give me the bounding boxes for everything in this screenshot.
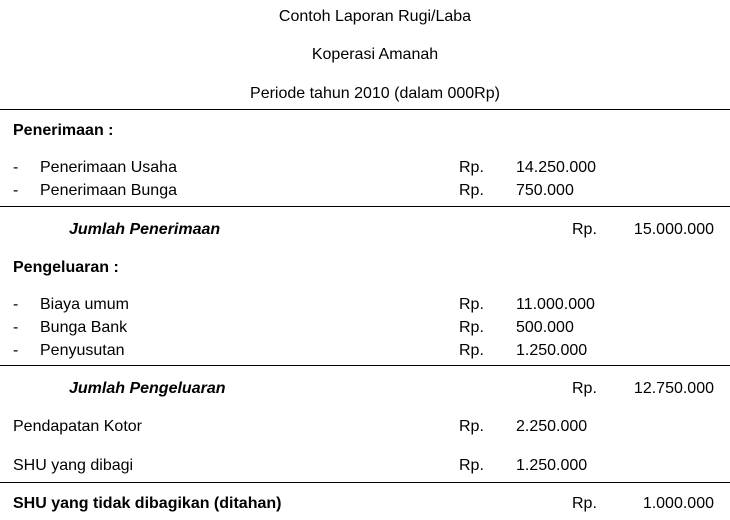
report-organization: Koperasi Amanah (311, 46, 439, 63)
bullet-dash: - (13, 182, 19, 199)
shu-divider (0, 482, 730, 483)
currency-label: Rp. (572, 495, 597, 512)
currency-label: Rp. (459, 182, 484, 199)
currency-label: Rp. (459, 159, 484, 176)
currency-label: Rp. (459, 319, 484, 336)
currency-label: Rp. (459, 342, 484, 359)
receipts-divider (0, 206, 730, 207)
currency-label: Rp. (572, 380, 597, 397)
expense-label: Biaya umum (40, 296, 129, 313)
receipt-amount: 750.000 (516, 182, 574, 199)
expense-amount: 500.000 (516, 319, 574, 336)
currency-label: Rp. (459, 296, 484, 313)
report-period: Periode tahun 2010 (dalam 000Rp) (250, 85, 500, 102)
expenses-total-amount: 12.750.000 (633, 380, 714, 397)
bullet-dash: - (13, 319, 19, 336)
expense-label: Penyusutan (40, 342, 125, 359)
header-divider (0, 109, 730, 110)
receipt-label: Penerimaan Bunga (40, 182, 177, 199)
shu-distributed-amount: 1.250.000 (516, 457, 588, 474)
gross-income-amount: 2.250.000 (516, 418, 588, 435)
bullet-dash: - (13, 342, 19, 359)
receipt-amount: 14.250.000 (516, 159, 597, 176)
receipts-total-label: Jumlah Penerimaan (69, 221, 221, 238)
shu-retained-label: SHU yang tidak dibagikan (ditahan) (13, 495, 282, 512)
shu-distributed-label: SHU yang dibagi (13, 457, 134, 474)
bullet-dash: - (13, 159, 19, 176)
receipt-label: Penerimaan Usaha (40, 159, 177, 176)
expenses-heading: Pengeluaran : (13, 259, 119, 276)
expenses-total-label: Jumlah Pengeluaran (69, 380, 226, 397)
expense-label: Bunga Bank (40, 319, 128, 336)
shu-retained-amount: 1.000.000 (642, 495, 714, 512)
expense-amount: 1.250.000 (516, 342, 588, 359)
gross-income-label: Pendapatan Kotor (13, 418, 142, 435)
bullet-dash: - (13, 296, 19, 313)
currency-label: Rp. (459, 418, 484, 435)
expenses-divider (0, 365, 730, 366)
report-title: Contoh Laporan Rugi/Laba (278, 8, 472, 25)
expense-amount: 11.000.000 (516, 296, 595, 313)
currency-label: Rp. (572, 221, 597, 238)
currency-label: Rp. (459, 457, 484, 474)
receipts-total-amount: 15.000.000 (633, 221, 714, 238)
receipts-heading: Penerimaan : (13, 122, 114, 139)
